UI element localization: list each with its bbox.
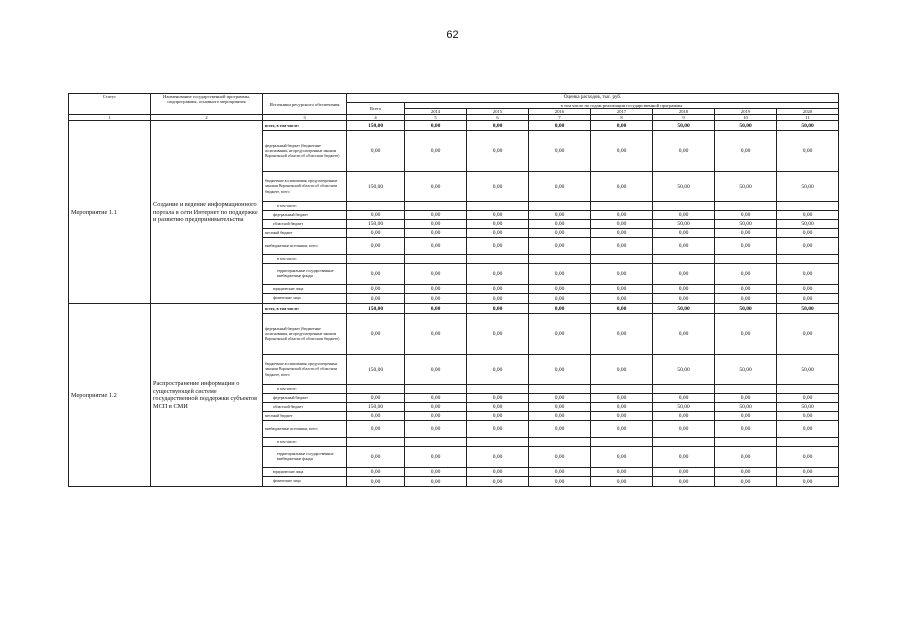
value-year xyxy=(591,438,653,447)
value-year: 0,00 xyxy=(467,477,529,487)
value-year: 0,00 xyxy=(715,468,777,477)
value-year: 0,00 xyxy=(591,285,653,294)
value-year: 0,00 xyxy=(591,264,653,285)
value-year xyxy=(715,438,777,447)
value-year: 0,00 xyxy=(715,238,777,255)
value-year xyxy=(653,438,715,447)
value-year xyxy=(405,255,467,264)
value-year: 0,00 xyxy=(405,477,467,487)
header-year: 2020 xyxy=(777,109,839,115)
value-year: 0,00 xyxy=(405,421,467,438)
value-year: 50,00 xyxy=(715,355,777,385)
value-year: 0,00 xyxy=(653,468,715,477)
activity-status: Мероприятие 1.2 xyxy=(69,304,151,487)
value-year: 0,00 xyxy=(591,394,653,403)
value-year: 0,00 xyxy=(653,285,715,294)
value-year: 0,00 xyxy=(529,412,591,421)
value-year: 0,00 xyxy=(591,238,653,255)
header-name: Наименование государственной программы, подпрограммы, основного мероприятия xyxy=(151,94,263,115)
value-total: 150,00 xyxy=(347,355,405,385)
value-year: 0,00 xyxy=(405,304,467,314)
value-year: 0,00 xyxy=(591,304,653,314)
value-year: 0,00 xyxy=(405,294,467,304)
value-year: 0,00 xyxy=(467,121,529,131)
value-year: 0,00 xyxy=(529,238,591,255)
value-year: 50,00 xyxy=(653,220,715,229)
value-year: 0,00 xyxy=(405,447,467,468)
funding-source: федеральный бюджет xyxy=(263,211,347,220)
column-number: 10 xyxy=(715,115,777,121)
value-year: 0,00 xyxy=(715,229,777,238)
value-year: 0,00 xyxy=(591,121,653,131)
value-year xyxy=(467,255,529,264)
value-year: 0,00 xyxy=(467,285,529,294)
value-year: 50,00 xyxy=(777,172,839,202)
value-year: 0,00 xyxy=(529,172,591,202)
value-year: 0,00 xyxy=(405,412,467,421)
value-year: 0,00 xyxy=(715,447,777,468)
value-total: 150,00 xyxy=(347,172,405,202)
funding-source: областной бюджет xyxy=(263,220,347,229)
value-year: 0,00 xyxy=(715,264,777,285)
value-year: 50,00 xyxy=(777,121,839,131)
value-year: 0,00 xyxy=(529,477,591,487)
funding-source: в том числе: xyxy=(263,438,347,447)
value-year xyxy=(715,255,777,264)
column-number: 11 xyxy=(777,115,839,121)
value-year: 0,00 xyxy=(591,412,653,421)
value-total: 0,00 xyxy=(347,468,405,477)
funding-source: внебюджетные источники, всего xyxy=(263,421,347,438)
value-total: 0,00 xyxy=(347,211,405,220)
funding-source: федеральный бюджет (бюджетные ассигнования, не предусмотренные законом Воронежской области об областном бюджете) xyxy=(263,131,347,172)
value-year: 0,00 xyxy=(405,220,467,229)
column-number: 3 xyxy=(263,115,347,121)
value-total: 150,00 xyxy=(347,304,405,314)
value-year xyxy=(529,255,591,264)
value-year: 0,00 xyxy=(591,421,653,438)
value-year: 0,00 xyxy=(405,285,467,294)
value-year: 0,00 xyxy=(529,229,591,238)
value-year: 50,00 xyxy=(777,304,839,314)
value-year: 0,00 xyxy=(529,131,591,172)
value-year: 50,00 xyxy=(653,172,715,202)
value-year: 0,00 xyxy=(777,394,839,403)
value-year: 0,00 xyxy=(777,238,839,255)
value-year: 0,00 xyxy=(591,403,653,412)
value-year: 0,00 xyxy=(529,421,591,438)
value-total xyxy=(347,385,405,394)
value-year: 0,00 xyxy=(467,211,529,220)
header-year: 2015 xyxy=(467,109,529,115)
value-year: 0,00 xyxy=(529,211,591,220)
column-number: 1 xyxy=(69,115,151,121)
value-year: 0,00 xyxy=(529,314,591,355)
value-year: 0,00 xyxy=(715,412,777,421)
funding-source: федеральный бюджет xyxy=(263,394,347,403)
value-year: 50,00 xyxy=(653,304,715,314)
value-year: 0,00 xyxy=(653,314,715,355)
header-year: 2017 xyxy=(591,109,653,115)
value-year: 0,00 xyxy=(777,211,839,220)
value-year: 0,00 xyxy=(405,238,467,255)
value-year: 50,00 xyxy=(653,355,715,385)
value-year: 0,00 xyxy=(467,314,529,355)
value-year: 0,00 xyxy=(715,294,777,304)
value-year: 0,00 xyxy=(467,172,529,202)
value-year: 0,00 xyxy=(653,412,715,421)
value-total: 0,00 xyxy=(347,131,405,172)
header-source: Источники ресурсного обеспечения xyxy=(263,94,347,115)
header-total: Всего xyxy=(347,103,405,115)
funding-source: территориальные государственные внебюджетные фонды xyxy=(263,264,347,285)
value-year: 0,00 xyxy=(467,294,529,304)
value-year xyxy=(529,438,591,447)
value-year: 0,00 xyxy=(591,211,653,220)
funding-source: бюджетные ассигнования, предусмотренные законом Воронежской области об областном бюджете, всего xyxy=(263,355,347,385)
value-total: 0,00 xyxy=(347,477,405,487)
value-year: 0,00 xyxy=(653,211,715,220)
value-year: 0,00 xyxy=(715,131,777,172)
column-number: 6 xyxy=(467,115,529,121)
value-year: 0,00 xyxy=(715,394,777,403)
funding-source: юридические лица xyxy=(263,285,347,294)
value-year: 0,00 xyxy=(467,131,529,172)
value-year: 0,00 xyxy=(405,314,467,355)
value-year xyxy=(591,385,653,394)
value-total xyxy=(347,438,405,447)
funding-source: физические лица xyxy=(263,477,347,487)
column-number: 2 xyxy=(151,115,263,121)
value-year xyxy=(405,202,467,211)
value-year: 0,00 xyxy=(715,211,777,220)
value-year: 0,00 xyxy=(591,220,653,229)
funding-source: внебюджетные источники, всего xyxy=(263,238,347,255)
value-year: 0,00 xyxy=(405,468,467,477)
value-total: 150,00 xyxy=(347,220,405,229)
header-year: 2016 xyxy=(529,109,591,115)
value-year: 50,00 xyxy=(777,403,839,412)
value-year: 0,00 xyxy=(529,403,591,412)
value-year: 0,00 xyxy=(467,355,529,385)
value-year xyxy=(405,438,467,447)
value-year: 50,00 xyxy=(715,220,777,229)
value-year: 0,00 xyxy=(405,394,467,403)
value-year: 0,00 xyxy=(529,394,591,403)
funding-source: физические лица xyxy=(263,294,347,304)
value-year: 0,00 xyxy=(467,264,529,285)
column-number: 4 xyxy=(347,115,405,121)
funding-source: всего, в том числе: xyxy=(263,121,347,131)
column-number: 8 xyxy=(591,115,653,121)
value-year: 0,00 xyxy=(467,220,529,229)
activity-name: Распространение информации о существующей системе государственной поддержки субъектов МСП в СМИ xyxy=(151,304,263,487)
value-total: 0,00 xyxy=(347,294,405,304)
table-body xyxy=(69,121,839,487)
activity-status: Мероприятие 1.1 xyxy=(69,121,151,304)
value-year: 0,00 xyxy=(467,412,529,421)
page-number: 62 xyxy=(446,29,459,41)
value-year: 0,00 xyxy=(777,412,839,421)
value-year: 0,00 xyxy=(653,294,715,304)
value-year: 0,00 xyxy=(529,304,591,314)
value-year xyxy=(591,202,653,211)
value-total: 0,00 xyxy=(347,314,405,355)
funding-source: местный бюджет xyxy=(263,412,347,421)
table-row xyxy=(69,121,839,131)
value-total: 0,00 xyxy=(347,264,405,285)
value-year: 0,00 xyxy=(715,314,777,355)
value-year xyxy=(529,202,591,211)
value-year: 0,00 xyxy=(715,421,777,438)
value-year: 50,00 xyxy=(715,121,777,131)
value-year: 0,00 xyxy=(591,477,653,487)
value-year: 0,00 xyxy=(467,394,529,403)
value-year xyxy=(777,385,839,394)
activity-name: Создание и ведение информационного портала в сети Интернет по поддержке и развитию предпринимательства xyxy=(151,121,263,304)
header-years-title: в том числе по годам реализации государственной программы xyxy=(405,103,839,109)
header-status: Статус xyxy=(69,94,151,115)
value-year: 50,00 xyxy=(777,220,839,229)
value-year: 0,00 xyxy=(467,468,529,477)
header-year: 2014 xyxy=(405,109,467,115)
funding-source: областной бюджет xyxy=(263,403,347,412)
value-year: 0,00 xyxy=(467,304,529,314)
value-year xyxy=(591,255,653,264)
value-year xyxy=(467,202,529,211)
value-year: 0,00 xyxy=(529,220,591,229)
value-year: 0,00 xyxy=(777,294,839,304)
value-year: 0,00 xyxy=(591,468,653,477)
value-year: 0,00 xyxy=(591,314,653,355)
value-year: 0,00 xyxy=(653,264,715,285)
value-year: 0,00 xyxy=(653,238,715,255)
value-year xyxy=(653,385,715,394)
value-year xyxy=(467,385,529,394)
value-year: 0,00 xyxy=(777,468,839,477)
value-year: 0,00 xyxy=(467,447,529,468)
value-year: 0,00 xyxy=(777,285,839,294)
value-total: 0,00 xyxy=(347,421,405,438)
value-year: 0,00 xyxy=(777,131,839,172)
value-year xyxy=(405,385,467,394)
value-total: 0,00 xyxy=(347,412,405,421)
value-total xyxy=(347,255,405,264)
value-total: 150,00 xyxy=(347,403,405,412)
value-total: 0,00 xyxy=(347,447,405,468)
value-year: 0,00 xyxy=(653,131,715,172)
value-total: 0,00 xyxy=(347,238,405,255)
value-year: 0,00 xyxy=(467,229,529,238)
value-year: 50,00 xyxy=(715,172,777,202)
value-year: 0,00 xyxy=(529,355,591,385)
value-year: 0,00 xyxy=(467,238,529,255)
value-year: 0,00 xyxy=(653,229,715,238)
table-header xyxy=(69,94,839,121)
value-year: 0,00 xyxy=(591,355,653,385)
value-year: 0,00 xyxy=(715,285,777,294)
value-year: 0,00 xyxy=(529,264,591,285)
value-year: 0,00 xyxy=(467,403,529,412)
value-year: 0,00 xyxy=(405,355,467,385)
value-year xyxy=(529,385,591,394)
value-year: 0,00 xyxy=(529,447,591,468)
value-year: 0,00 xyxy=(653,477,715,487)
value-year: 0,00 xyxy=(591,447,653,468)
value-year: 0,00 xyxy=(591,294,653,304)
value-total xyxy=(347,202,405,211)
funding-source: местный бюджет xyxy=(263,229,347,238)
funding-source: бюджетные ассигнования, предусмотренные законом Воронежской области об областном бюджете, всего xyxy=(263,172,347,202)
value-total: 0,00 xyxy=(347,285,405,294)
table-row xyxy=(69,304,839,314)
value-year xyxy=(653,255,715,264)
value-year: 0,00 xyxy=(777,477,839,487)
value-year: 0,00 xyxy=(529,285,591,294)
value-year xyxy=(777,438,839,447)
column-number: 7 xyxy=(529,115,591,121)
expenditure-table xyxy=(68,93,839,487)
value-total: 0,00 xyxy=(347,394,405,403)
value-year: 0,00 xyxy=(777,314,839,355)
funding-source: федеральный бюджет (бюджетные ассигнования, не предусмотренные законом Воронежской области об областном бюджете) xyxy=(263,314,347,355)
header-year: 2018 xyxy=(653,109,715,115)
value-year: 0,00 xyxy=(777,421,839,438)
value-year: 0,00 xyxy=(591,172,653,202)
value-year: 0,00 xyxy=(777,264,839,285)
value-year: 50,00 xyxy=(715,403,777,412)
value-year: 50,00 xyxy=(777,355,839,385)
value-year: 0,00 xyxy=(467,421,529,438)
funding-source: в том числе: xyxy=(263,385,347,394)
value-year: 50,00 xyxy=(715,304,777,314)
value-year: 0,00 xyxy=(653,394,715,403)
value-year xyxy=(777,255,839,264)
value-year xyxy=(715,202,777,211)
value-year: 0,00 xyxy=(653,421,715,438)
value-year: 0,00 xyxy=(591,229,653,238)
value-year: 0,00 xyxy=(405,131,467,172)
header-year: 2019 xyxy=(715,109,777,115)
column-number: 5 xyxy=(405,115,467,121)
funding-source: юридические лица xyxy=(263,468,347,477)
funding-source: в том числе: xyxy=(263,255,347,264)
funding-source: территориальные государственные внебюджетные фонды xyxy=(263,447,347,468)
funding-source: в том числе: xyxy=(263,202,347,211)
value-year: 0,00 xyxy=(529,121,591,131)
value-year xyxy=(653,202,715,211)
value-year xyxy=(467,438,529,447)
value-year: 0,00 xyxy=(405,121,467,131)
value-year: 0,00 xyxy=(405,264,467,285)
value-year: 0,00 xyxy=(405,172,467,202)
value-year xyxy=(777,202,839,211)
value-total: 0,00 xyxy=(347,229,405,238)
header-cost-title: Оценка расходов, тыс. руб. xyxy=(347,94,839,103)
value-year: 0,00 xyxy=(405,229,467,238)
value-year: 0,00 xyxy=(405,211,467,220)
value-year: 0,00 xyxy=(777,447,839,468)
value-year: 0,00 xyxy=(529,294,591,304)
value-year: 0,00 xyxy=(715,477,777,487)
value-year: 0,00 xyxy=(405,403,467,412)
value-year: 50,00 xyxy=(653,403,715,412)
value-year: 50,00 xyxy=(653,121,715,131)
value-year: 0,00 xyxy=(591,131,653,172)
column-number: 9 xyxy=(653,115,715,121)
value-year: 0,00 xyxy=(529,468,591,477)
value-total: 150,00 xyxy=(347,121,405,131)
value-year: 0,00 xyxy=(777,229,839,238)
value-year xyxy=(715,385,777,394)
funding-source: всего, в том числе: xyxy=(263,304,347,314)
value-year: 0,00 xyxy=(653,447,715,468)
